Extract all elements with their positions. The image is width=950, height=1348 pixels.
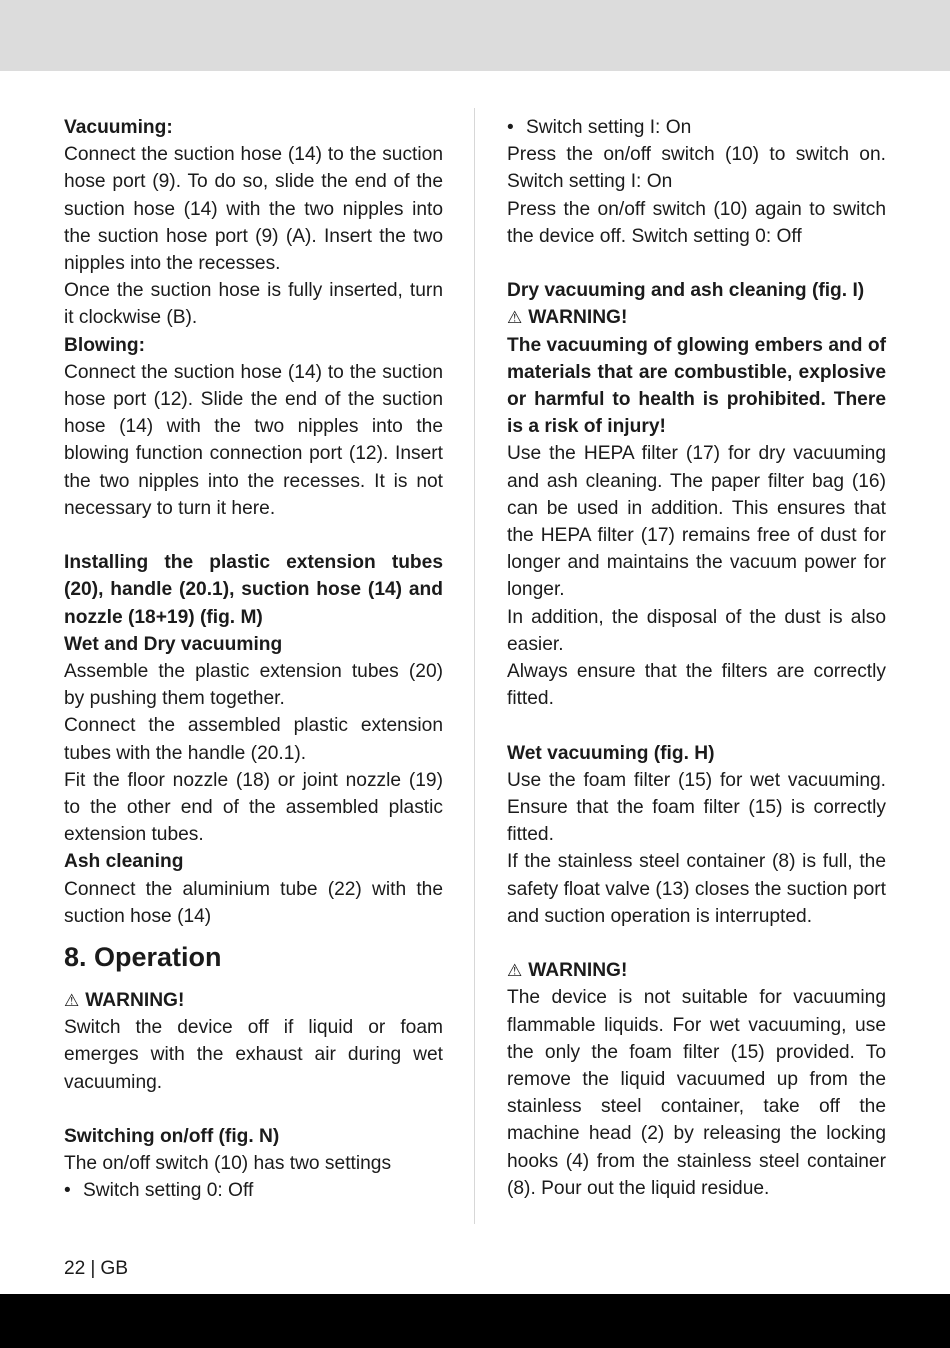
- switch-off-text: Press the on/off switch (10) again to switch the device off. Switch setting 0: Off: [507, 198, 886, 247]
- list-item-label: Switch setting I: On: [526, 117, 692, 138]
- warning-text: The device is not suitable for vacuuming flammable liquids. For wet vacuuming, use the only the foam filter (15) provided. To remove the liquid vacuumed up from the stainless steel container, take off the machine head (2) by releasing the locking hooks (4) from the stainless steel container (8). Pour out the liquid residue.: [507, 987, 886, 1199]
- right-column: [507, 114, 886, 1202]
- spacer: [507, 712, 886, 739]
- dry-vacuuming-text-3: Always ensure that the filters are correctly fitted.: [507, 661, 886, 710]
- wet-dry-text-1: Assemble the plastic extension tubes (20) by pushing them together.: [64, 661, 443, 710]
- warning-triangle-icon: ⚠: [507, 308, 523, 328]
- vacuuming-heading: Vacuuming:: [64, 117, 173, 138]
- section-title-operation: 8. Operation: [64, 942, 222, 973]
- dry-vacuuming-text-2: In addition, the disposal of the dust is also easier.: [507, 606, 886, 655]
- wet-dry-heading: Wet and Dry vacuuming: [64, 633, 283, 655]
- bullet-icon: •: [507, 117, 514, 138]
- list-item-label: Switch setting 0: Off: [83, 1180, 254, 1202]
- wet-vacuuming-text-2: If the stainless steel container (8) is full, the safety float valve (13) closes the suction port and suction operation is interrupted.: [507, 851, 886, 927]
- warning-label: WARNING!: [85, 990, 185, 1012]
- warning-bold-text: The vacuuming of glowing embers and of materials that are combustible, explosive or harmful to health is prohibited. There is a risk of injury!: [507, 334, 886, 438]
- left-column: [64, 114, 443, 1205]
- vacuuming-text-2: Once the suction hose is fully inserted, turn it clockwise (B).: [64, 280, 443, 329]
- switching-text: The on/off switch (10) has two settings: [64, 1153, 392, 1175]
- wet-dry-text-3: Fit the floor nozzle (18) or joint nozzle (19) to the other end of the assembled plastic extension tubes.: [64, 769, 443, 846]
- vacuuming-text-1: Connect the suction hose (14) to the suction hose port (9). To do so, slide the end of the suction hose (14) with the two nipples into the suction hose port (9) (A). Insert the two nipples into the recesses.: [64, 144, 443, 275]
- installing-heading: Installing the plastic extension tubes (20), handle (20.1), suction hose (14) and nozzle (18+19) (fig. M): [64, 552, 443, 628]
- footer-separator: |: [90, 1258, 96, 1279]
- list-item-switch-off: [64, 1177, 443, 1204]
- warning-triangle-icon: ⚠: [507, 961, 523, 981]
- page-number: 22: [64, 1258, 86, 1279]
- switching-heading: Switching on/off (fig. N): [64, 1126, 280, 1148]
- warning-text: Switch the device off if liquid or foam emerges with the exhaust air during wet vacuuming.: [64, 1017, 443, 1093]
- switch-on-text: Press the on/off switch (10) to switch on. Switch setting I: On: [507, 144, 886, 193]
- spacer: [64, 522, 443, 549]
- warning-label: WARNING!: [528, 307, 628, 329]
- wet-vacuuming-heading: Wet vacuuming (fig. H): [507, 742, 715, 764]
- blowing-heading: Blowing:: [64, 334, 145, 356]
- dry-vacuuming-heading: Dry vacuuming and ash cleaning (fig. I): [507, 280, 865, 302]
- list-item-switch-on: [507, 114, 886, 141]
- warning-triangle-icon: ⚠: [64, 991, 80, 1011]
- wet-dry-text-2: Connect the assembled plastic extension tubes with the handle (20.1).: [64, 715, 443, 764]
- ash-cleaning-heading: Ash cleaning: [64, 851, 184, 873]
- warning-heading: [507, 304, 886, 331]
- warning-label: WARNING!: [528, 960, 628, 982]
- wet-vacuuming-text-1: Use the foam filter (15) for wet vacuuming. Ensure that the foam filter (15) is correctly fitted.: [507, 769, 886, 846]
- warning-heading: [64, 987, 443, 1014]
- spacer: [507, 250, 886, 277]
- warning-heading: [507, 957, 886, 984]
- footer-band: [0, 1294, 950, 1348]
- language-code: GB: [100, 1258, 129, 1279]
- spacer: [64, 1096, 443, 1123]
- page-footer: [64, 1255, 128, 1282]
- bullet-icon: •: [64, 1180, 71, 1202]
- column-divider: [474, 108, 475, 1224]
- blowing-text: Connect the suction hose (14) to the suction hose port (12). Slide the end of the suction hose (14) with the two nipples into the blowing function connection port (12). Insert the two nipples into the recesses. It is not necessary to turn it here.: [64, 361, 443, 519]
- header-band: [0, 0, 950, 71]
- spacer: [507, 930, 886, 957]
- ash-cleaning-text: Connect the aluminium tube (22) with the suction hose (14): [64, 878, 443, 927]
- dry-vacuuming-text-1: Use the HEPA filter (17) for dry vacuuming and ash cleaning. The paper filter bag (16) can be used in addition. This ensures that the HEPA filter (17) remains free of dust for longer and maintains the vacuum power for longer.: [507, 443, 886, 601]
